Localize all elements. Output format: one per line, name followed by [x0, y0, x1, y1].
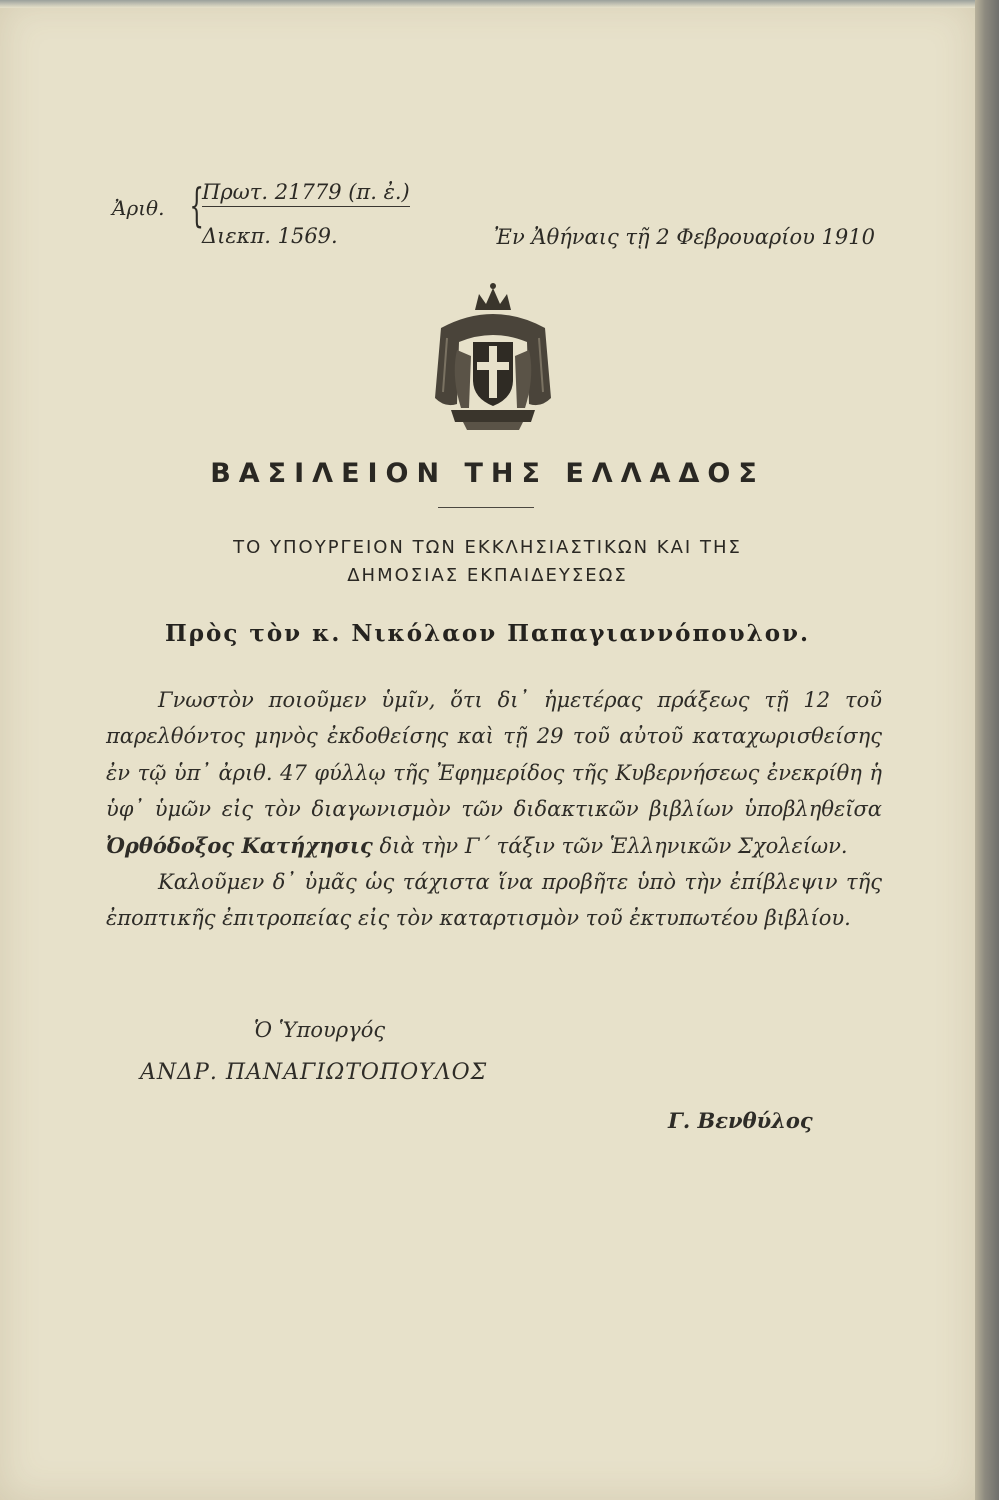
page-top-edge	[0, 0, 999, 8]
ministry-line-2: ΔΗΜΟΣΙΑΣ ΕΚΠΑΙΔΕΥΣΕΩΣ	[347, 565, 628, 586]
protocol-number: Πρωτ. 21779 (π. ἐ.)	[202, 180, 410, 207]
royal-coat-of-arms-icon	[423, 280, 563, 432]
paragraph-1	[106, 682, 882, 864]
binding-edge	[975, 0, 999, 1500]
reference-label: Ἀριθ.	[112, 196, 165, 220]
document-date: Ἐν Ἀθήναις τῇ 2 Φεβρουαρίου 1910	[494, 225, 875, 249]
letter-body	[106, 682, 882, 937]
book-title: Ὀρθόδοξος Κατήχησις	[106, 832, 373, 858]
secretary-signature: Γ. Βενθύλος	[668, 1108, 813, 1133]
kingdom-heading: ΒΑΣΙΛΕΙΟΝ ΤΗΣ ΕΛΛΑΔΟΣ	[210, 458, 765, 489]
minister-name: ΑΝΔΡ. ΠΑΝΑΓΙΩΤΟΠΟΥΛΟΣ	[140, 1060, 488, 1085]
minister-title: Ὁ Ὑπουργός	[254, 1018, 386, 1042]
brace-icon: {	[189, 178, 204, 232]
addressee-line: Πρὸς τὸν κ. Νικόλαον Παπαγιαννόπουλον.	[164, 620, 811, 647]
paragraph-1-text-a: Γνωστὸν ποιοῦμεν ὑμῖν, ὅτι δι᾽ ἡμετέρας πράξεως τῇ 12 τοῦ παρελθόντος μηνὸς ἐκδοθείσης καὶ τῇ 29 τοῦ αὐτοῦ καταχωρισθείσης ἐν τῷ ὑπ᾽ ἀριθ. 47 φύλλῳ τῆς Ἐφημερίδος τῆς Κυβερνήσεως ἐνεκρίθη ἡ ὑφ᾽ ὑμῶν εἰς τὸν διαγωνισμὸν τῶν διδακτικῶν βιβλίων ὑποβληθεῖσα	[106, 688, 882, 822]
ministry-line-1: ΤΟ ΥΠΟΥΡΓΕΙΟΝ ΤΩΝ ΕΚΚΛΗΣΙΑΣΤΙΚΩΝ ΚΑΙ ΤΗΣ	[233, 537, 742, 558]
heading-divider	[438, 507, 534, 508]
paragraph-1-text-b: διὰ τὴν Γ´ τάξιν τῶν Ἑλληνικῶν Σχολείων.	[379, 833, 848, 858]
paragraph-2: Καλοῦμεν δ᾽ ὑμᾶς ὡς τάχιστα ἵνα προβῆτε ὑπὸ τὴν ἐπίβλεψιν τῆς ἐποπτικῆς ἐπιτροπείας εἰς τὸν καταρτισμὸν τοῦ ἐκτυπωτέου βιβλίου.	[106, 870, 882, 931]
dispatch-number: Διεκπ. 1569.	[202, 224, 338, 248]
ministry-heading	[0, 534, 975, 590]
